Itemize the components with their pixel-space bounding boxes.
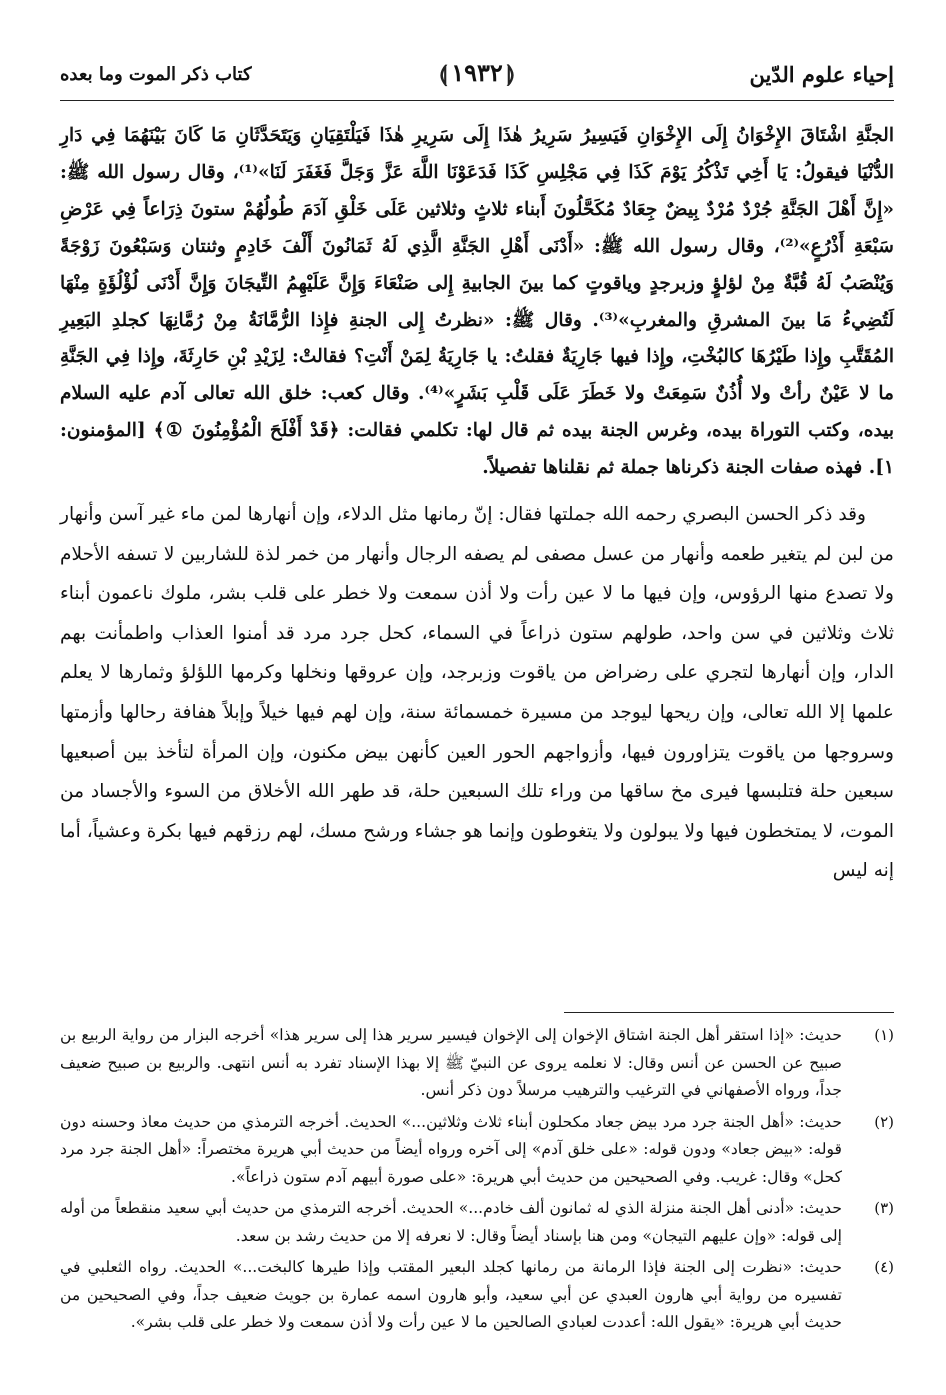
- footnote-item: [60, 1022, 894, 1105]
- footnote-number: (٣): [874, 1199, 894, 1217]
- chapter-title: كتاب ذكر الموت وما بعده: [60, 64, 252, 85]
- footnote-divider: [564, 1012, 894, 1013]
- paragraph-1: الجنَّةِ اشْتَاقَ الإِخْوَانُ إِلَى الإِخْوَانِ فَيَسِيرُ سَرِيرُ هٰذَا إِلَى سَرِيرِ هٰذَا فَيَلْتَقِيَانِ وَيَتَحَدَّثَانِ مَا كَانَ بَيْنَهُمَا فِي دَارِ الدُّنْيَا فيقولُ: يَا أَخِي تَذْكُرُ يَوْمَ كَذَا فِي مَجْلِسِ كَذَا فَدَعَوْنَا اللَّهَ عَزَّ وَجَلَّ فَغَفَرَ لَنَا»⁽¹⁾، وقال رسول الله ﷺ: «إِنَّ أَهْلَ الجَنَّةِ جُرْدٌ مُرْدٌ بِيضٌ جِعَادٌ مُكَحَّلُونَ أَبناء ثلاثٍ وثلاثين عَلَى خَلْقِ آدَمَ طُولُهُمْ ستونَ ذِرَاعاً فِي عَرْضِ سَبْعَةِ أَذْرُعٍ»⁽²⁾، وقال رسول الله ﷺ: «أَدْنَى أَهْلِ الجَنَّةِ الَّذِي لَهُ ثَمَانُونَ أَلْفَ خَادِمٍ وثنتان وَسَبْعُونَ زَوْجَةً وَيُنْصَبُ لَهُ قُبَّةٌ مِنْ لؤلؤٍ وزبرجدٍ وياقوتٍ كما بينَ الجابيةِ إِلى صَنْعَاءَ وَإِنَّ عَلَيْهِمُ التِّيجَانَ وَإِنَّ أَدْنَى لُؤْلُؤَةٍ مِنْهَا لَتُضِيءُ مَا بينَ المشرقِ والمغربِ»⁽³⁾. وقال ﷺ: «نظرتُ إِلى الجنةِ فإِذا الرُّمَّانَةُ مِنْ رُمَّانِهَا كجلدِ البَعِيرِ المُقَتَّبِ وإِذا طَيْرُهَا كالبُخْتِ، وإِذا فيها جَارِيَةٌ فقلتُ: يا جَارِيَةُ لِمَنْ أَنْتِ؟ فقالتْ: لِزَيْدِ بْنِ حَارِثَةَ، وإِذا فِي الجَنَّةِ ما لا عَيْنٌ رأتْ ولا أُذُنٌ سَمِعَتْ ولا خَطَرَ عَلَى قَلْبِ بَشَرٍ»⁽⁴⁾. وقال كعب: خلق الله تعالى آدم عليه السلام بيده، وكتب التوراة بيده، وغرس الجنة بيده ثم قال لها: تكلمي فقالت: ﴿قَدْ أَفْلَحَ الْمُؤْمِنُونَ ①﴾ [المؤمنون: ١]. فهذه صفات الجنة ذكرناها جملة ثم نقلناها تفصيلاً.: [60, 125, 895, 479]
- ornament-bracket-icon: ⟬: [506, 61, 515, 87]
- footnote-item: [60, 1195, 894, 1250]
- ornament-bracket-icon: ⟭: [439, 61, 448, 87]
- page-number: ١٩٣٢: [451, 58, 503, 87]
- footnote-number: (١): [874, 1026, 894, 1044]
- footnote-text: حديث: «أدنى أهل الجنة منزلة الذي له ثمانون ألف خادم...» الحديث. أخرجه الترمذي من حديث أبي سعيد منقطعاً من أوله إلى قوله: «وإن عليهم التيجان» ومن هنا بإسناد أيضاً وقال: لا نعرفه إلا من حديث رشد بن سعد.: [60, 1199, 842, 1245]
- page-header: [60, 56, 894, 101]
- page-number-ornament: [435, 58, 519, 87]
- footnote-item: [60, 1109, 894, 1192]
- footnote-number: (٢): [874, 1112, 894, 1131]
- footnotes: [60, 1022, 894, 1341]
- paragraph-2: وقد ذكر الحسن البصري رحمه الله جملتها فقال: إنّ رمانها مثل الدلاء، وإن أنهارها لمن ماء غير آسن وأنهار من لبن لم يتغير طعمه وأنهار من عسل مصفى لم يصفه الرجال وأنهار من خمر لذة للشاربين لا تسفه الأحلام ولا تصدع منها الرؤوس، وإن فيها ما لا عين رأت ولا أذن سمعت ولا خطر على قلب بشر، ملوك ناعمون أبناء ثلاث وثلاثين في سن واحد، طولهم ستون ذراعاً في السماء، كحل جرد مرد قد أمنوا العذاب واطمأنت بهم الدار، وإن أنهارها لتجري على رضراض من ياقوت وزبرجد، وإن عروقها ونخلها وكرمها اللؤلؤ وثمارها لا يعلم علمها إلا الله تعالى، وإن ريحها ليوجد من مسيرة خمسمائة سنة، وإن لهم فيها خيلاً وإبلاً هفافة رحالها وأزمتها وسروجها من ياقوت يتزاورون فيها، وأزواجهم الحور العين كأنهن بيض مكنون، وإن المرأة لتأخذ بين أصبعيها سبعين حلة فتلبسها فيرى مخ ساقها من وراء تلك السبعين حلة، قد طهر الله الأخلاق من السوء والأجساد من الموت، لا يمتخطون فيها ولا يبولون ولا يتغوطون وإنما هو جشاء ورشح مسك، لهم رزقهم فيها بكرة وعشياً، أما إنه ليس: [60, 504, 894, 882]
- footnote-text: حديث: «أهل الجنة جرد مرد بيض جعاد مكحلون أبناء ثلاث وثلاثين...» الحديث. أخرجه الترمذي من حديث معاذ وحسنه دون قوله: «بيض جعاد» ودون قوله: «على خلق آدم» إلى آخره ورواه أيضاً من حديث أبي هريرة مختصراً: «أهل الجنة جرد مرد كحل» وقال: غريب. وفي الصحيحين من حديث أبي هريرة: «على صورة أبيهم آدم ستون ذراعاً».: [60, 1112, 842, 1186]
- book-title: إحياء علوم الدّين: [749, 62, 894, 87]
- footnote-number: (٤): [874, 1258, 894, 1276]
- main-text: [60, 118, 894, 891]
- footnote-text: حديث: «نظرت إلى الجنة فإذا الرمانة من رمانها كجلد البعير المقتب وإذا طيرها كالبخت...» الحديث. رواه الثعلبي في تفسيره من رواية أبي هارون العبدي عن أبي سعيد، وأبو هارون اسمه عمارة بن جويث ضعيف جداً، وفي الصحيحين من حديث أبي هريرة: «يقول الله: أعددت لعبادي الصالحين ما لا عين رأت ولا أذن سمعت ولا خطر على قلب بشر».: [60, 1258, 842, 1331]
- footnote-item: [60, 1254, 894, 1337]
- footnote-text: حديث: «إذا استقر أهل الجنة اشتاق الإخوان إلى الإخوان فيسير سرير هذا إلى سرير هذا» أخرجه البزار من رواية الربيع بن صبيح عن الحسن عن أنس وقال: لا نعلمه يروى عن النبيّ ﷺ إلا بهذا الإسناد تفرد به أنس انتهى. والربيع بن صبيح ضعيف جداً، ورواه الأصفهاني في الترغيب والترهيب مرسلاً دون ذكر أنس.: [60, 1026, 842, 1099]
